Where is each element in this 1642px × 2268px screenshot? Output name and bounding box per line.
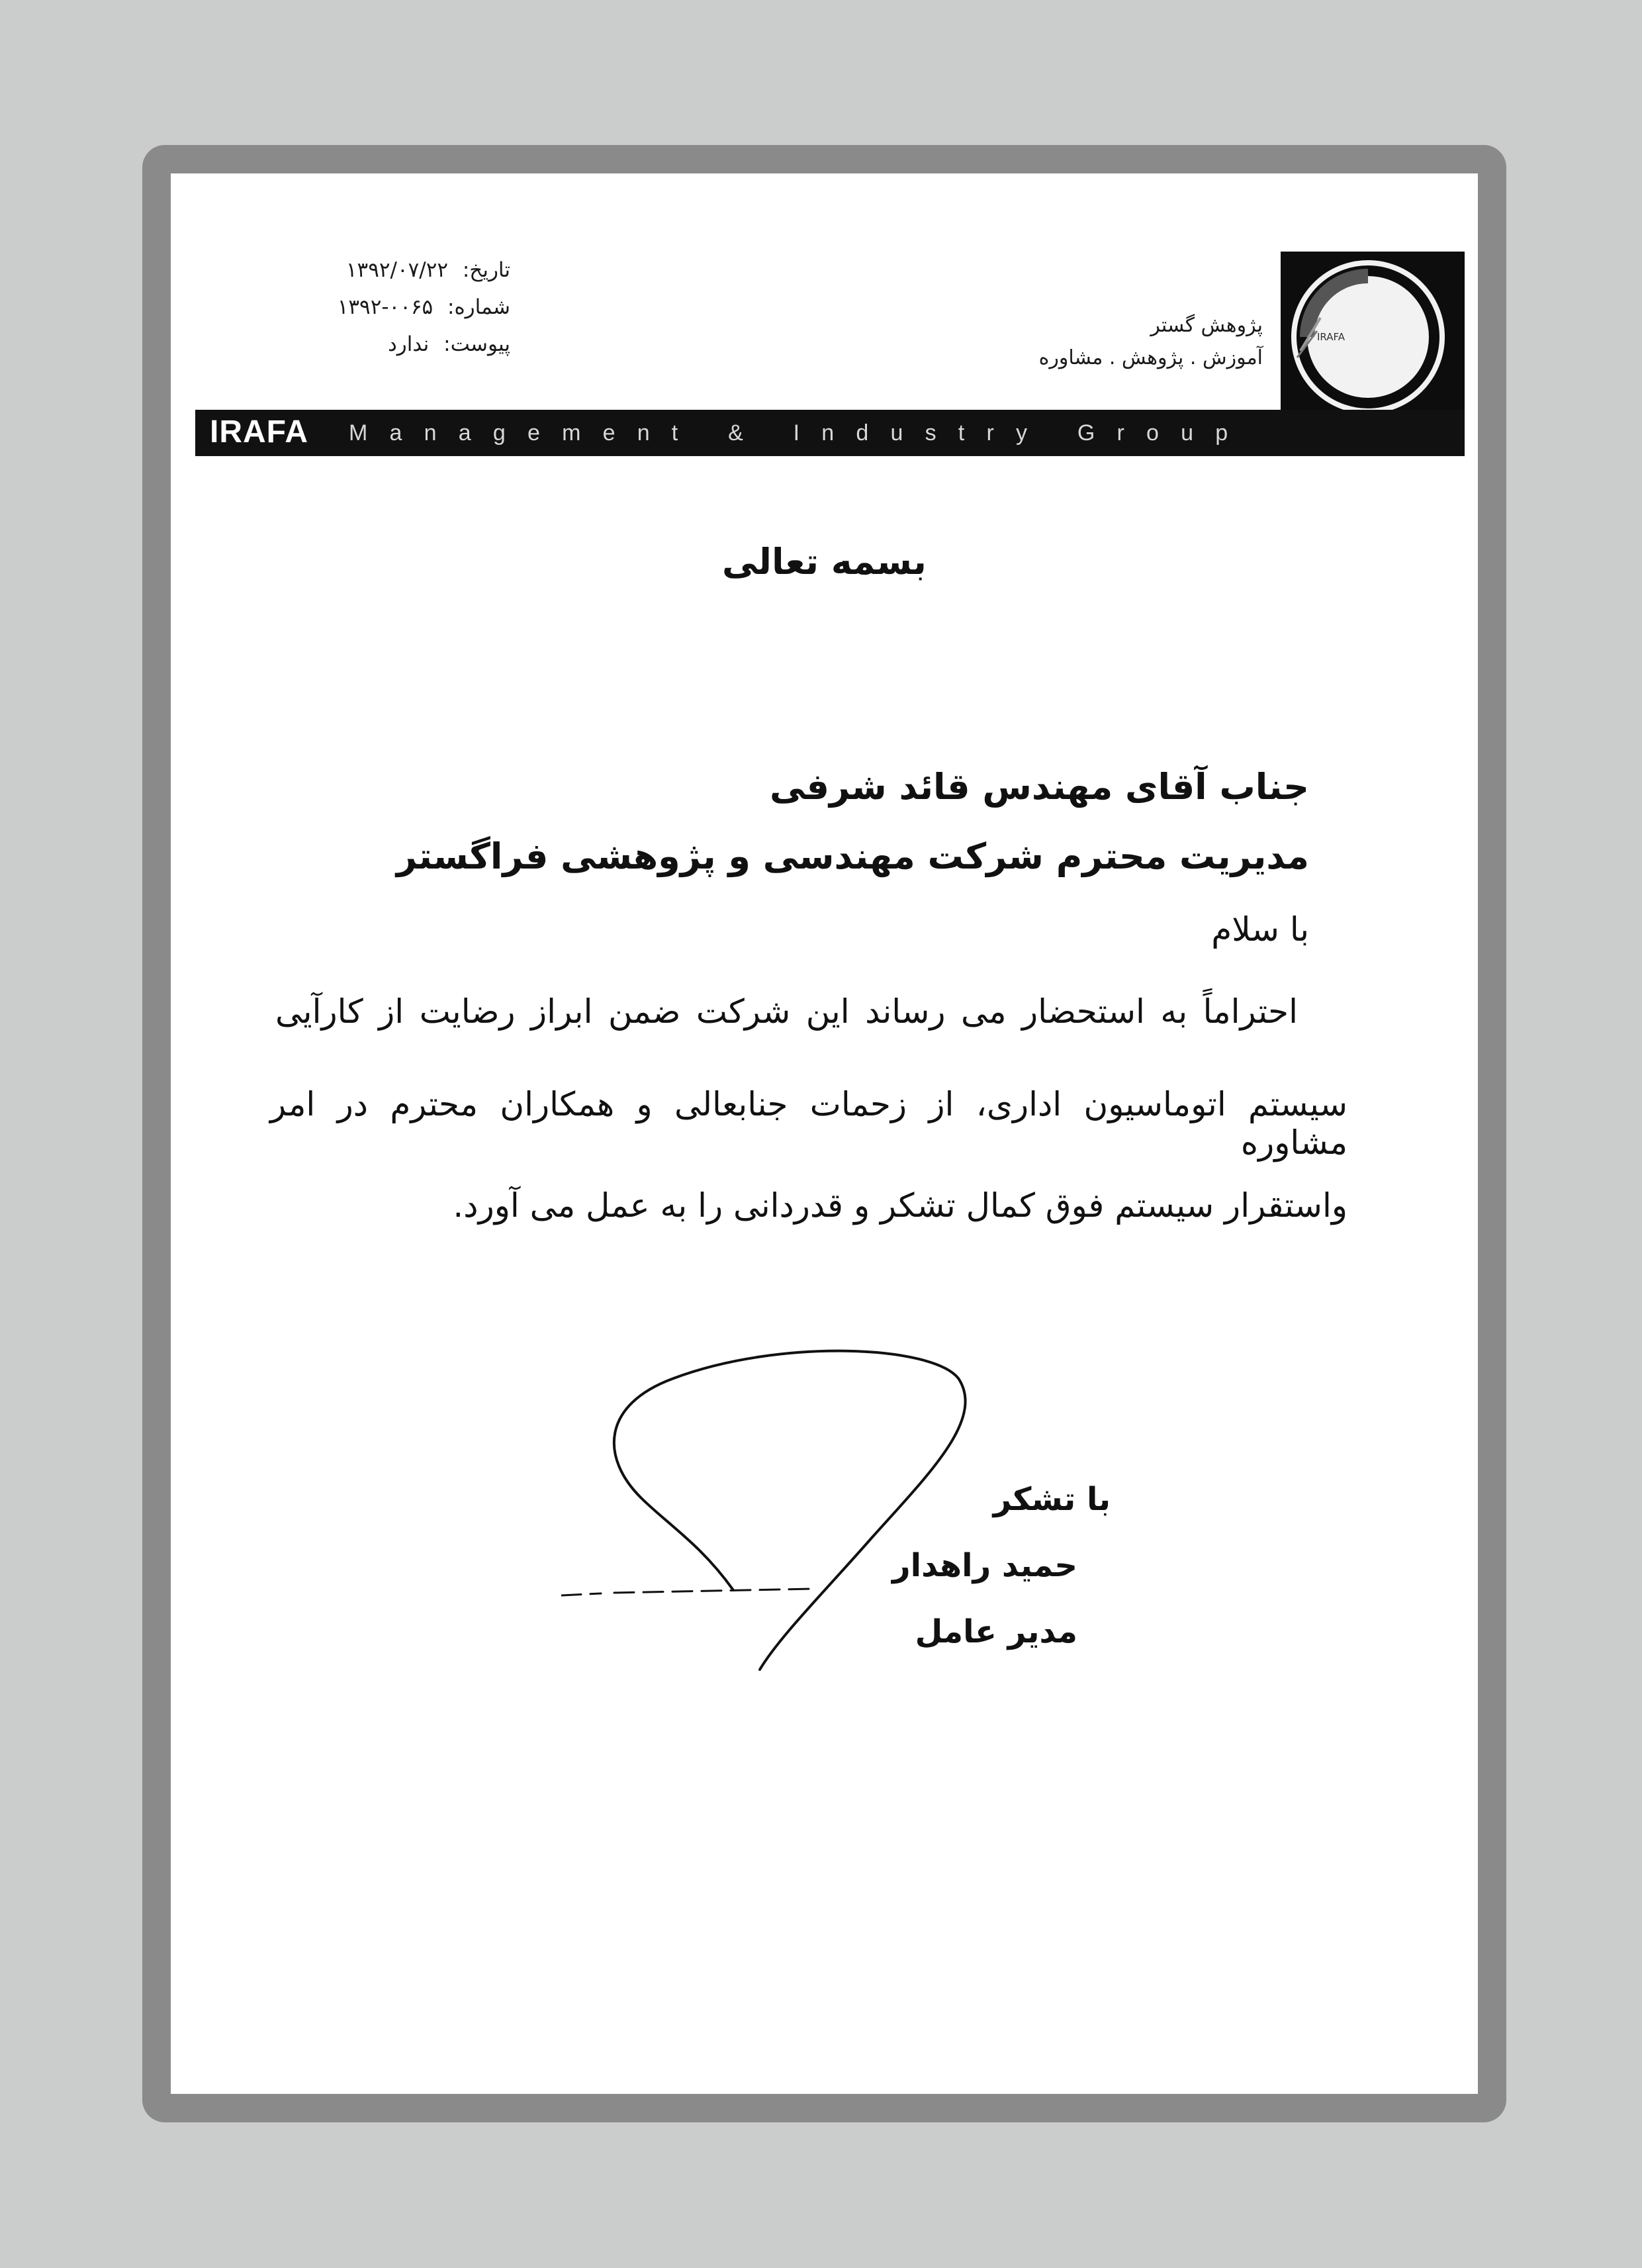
date-value: ۱۳۹۲/۰۷/۲۲ (345, 258, 448, 282)
attachment-label: پیوست: (443, 332, 510, 356)
date-label: تاریخ: (462, 258, 510, 282)
brand-tagline: آموزش . پژوهش . مشاوره (1038, 346, 1263, 369)
letter-page (171, 173, 1478, 2094)
body-line-1: احتراماً به استحضار می رساند این شرکت ضمن ابراز رضایت از کارآیی (275, 992, 1298, 1031)
letter-heading: بسمه تعالی (722, 541, 927, 583)
letter-meta (285, 252, 510, 363)
document-frame (142, 145, 1506, 2122)
banner-text: Management & Industry Group (349, 420, 1250, 446)
banner-brand: IRAFA (210, 414, 308, 449)
signer-name: حمید راهدار (892, 1547, 1077, 1584)
greeting: با سلام (1211, 910, 1309, 949)
attachment-value: ندارد (387, 332, 430, 356)
addressee-line-1: جناب آقای مهندس قائد شرفی (770, 766, 1309, 808)
letterhead-banner (195, 410, 1465, 456)
body-line-3: واستقرار سیستم فوق کمال تشکر و قدردانی را به عمل می آورد. (453, 1186, 1347, 1225)
date-row (285, 252, 510, 289)
number-label: شماره: (447, 295, 510, 319)
number-value: ۱۳۹۲-۰۰۶۵ (337, 295, 433, 319)
closing-thanks: با تشکر (993, 1481, 1111, 1518)
addressee-line-2: مدیریت محترم شرکت مهندسی و پژوهشی فراگستر (396, 835, 1309, 877)
handwritten-signature (561, 1325, 1025, 1696)
body-line-2: سیستم اتوماسیون اداری، از زحمات جنابعالی و همکاران محترم در امر مشاوره (270, 1085, 1347, 1162)
attachment-row (285, 326, 510, 363)
irafa-logo (1281, 252, 1465, 422)
number-row (285, 289, 510, 326)
brand-name: پژوهش گستر (1150, 314, 1263, 337)
logo-text: IRAFA (1317, 331, 1346, 343)
signer-title: مدیر عامل (915, 1613, 1077, 1650)
